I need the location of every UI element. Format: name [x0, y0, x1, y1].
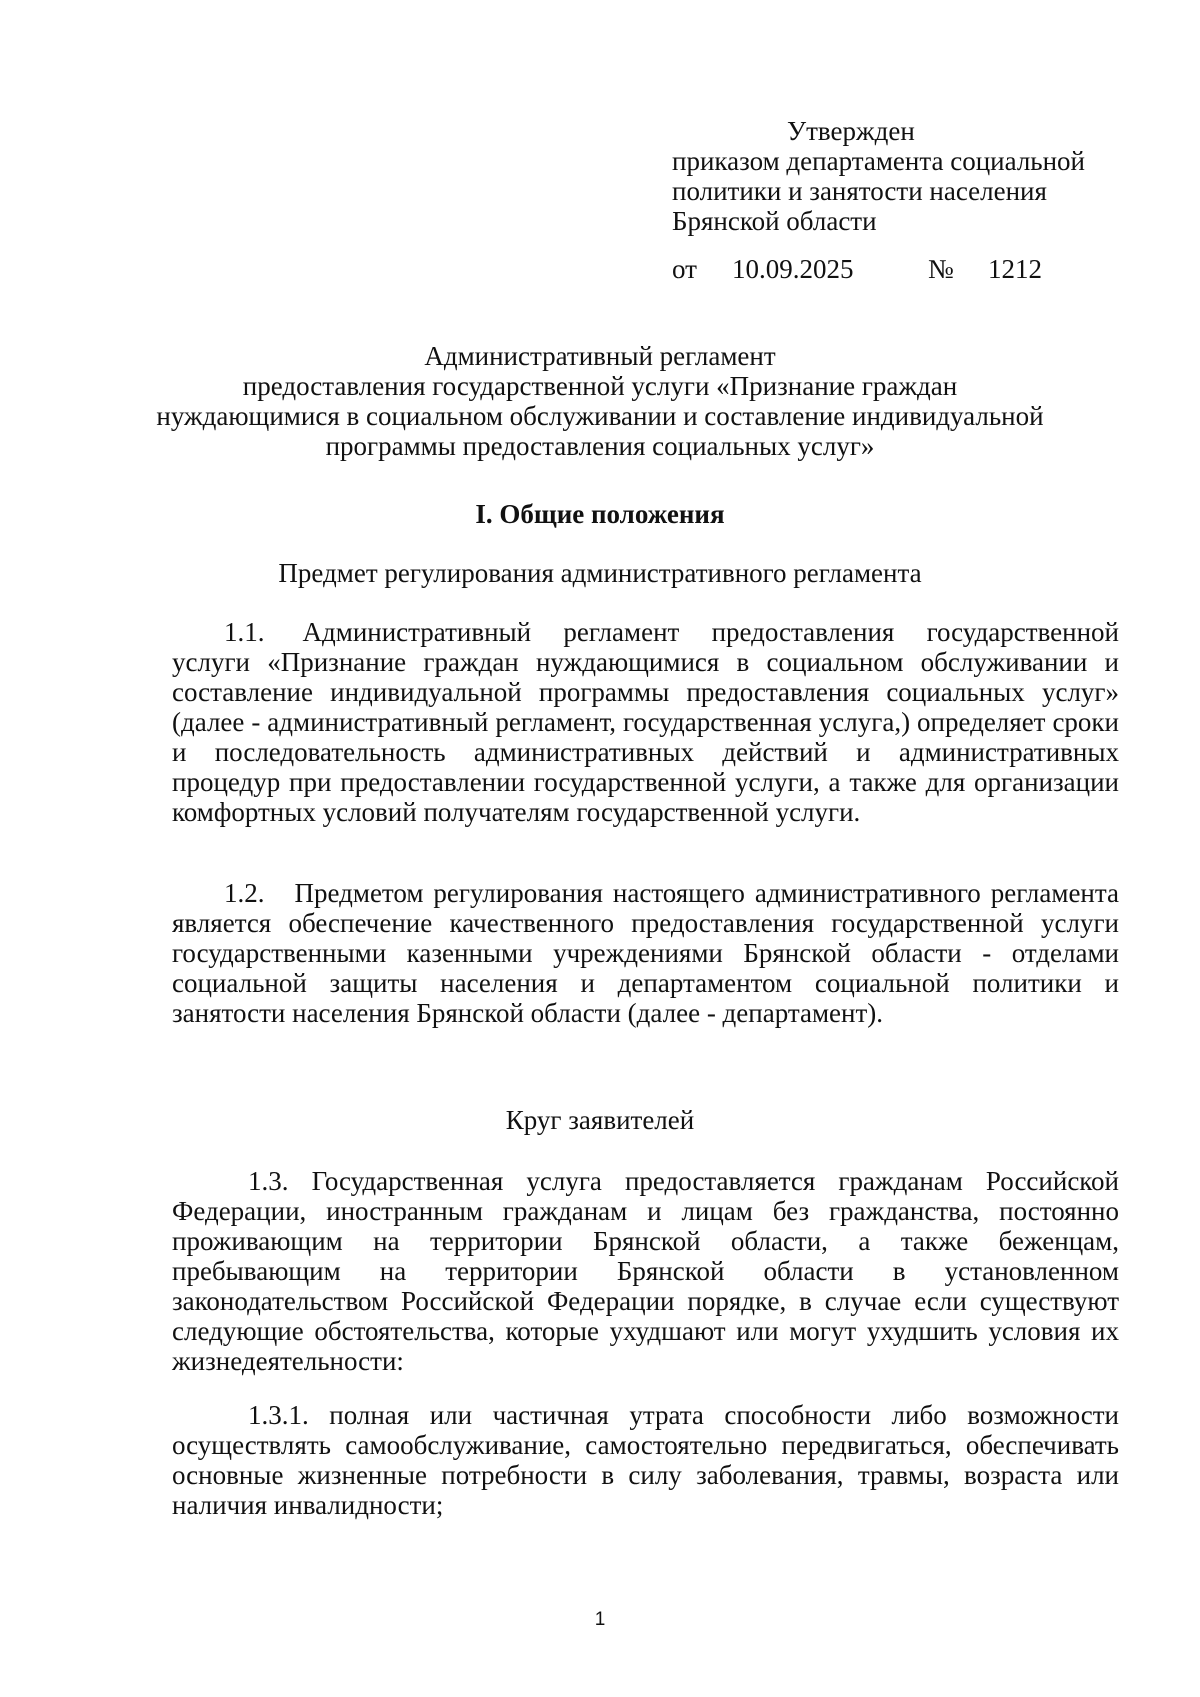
section-heading: I. Общие положения: [475, 499, 725, 529]
paragraph-text: полная или частичная утрата способности либо возможности осуществлять самообслуживание, самостоятельно передвигаться, обеспечивать основные жизненные потребности в силу заболевания, травмы, возраста или наличия инвалидности;: [172, 1400, 1120, 1520]
paragraph-text: Административный регламент предоставления государственной услуги «Признание граждан нуждающимися в социальном обслуживании и составление индивидуальной программы предоставления социальных услуг» (далее - административный регламент, государственная услуга,) определяет сроки и последовательность административных действий и административных процедур при предоставлении государственной услуги, а также для организации комфортных условий получателям государственной услуги.: [172, 617, 1119, 827]
approval-line: политики и занятости населения: [672, 176, 1047, 206]
subheading-applicants: Круг заявителей: [505, 1105, 695, 1135]
order-number-sign: №: [928, 254, 954, 284]
paragraph-text: Предметом регулирования настоящего административного регламента является обеспечение качественного предоставления государственной услуги государственными казенными учреждениями Брянской области - отделами социальной защиты населения и департаментом социальной политики и занятости населения Брянской области (далее - департамент).: [172, 878, 1119, 1028]
approval-line: Брянской области: [672, 206, 877, 236]
paragraph-1-3-1: [172, 1400, 1119, 1520]
title-line: нуждающимися в социальном обслуживании и составление индивидуальной: [156, 401, 1044, 431]
document-title: [150, 341, 1050, 461]
approved-label: Утвержден: [787, 116, 915, 146]
approval-stamp: [672, 116, 1152, 284]
paragraph-number: 1.2.: [224, 878, 265, 908]
paragraph-number: 1.3.1.: [248, 1400, 309, 1430]
page-number: 1: [594, 1609, 606, 1630]
title-line: предоставления государственной услуги «Признание граждан: [242, 371, 958, 401]
title-line: Административный регламент: [424, 341, 776, 371]
order-number: 1212: [988, 254, 1042, 284]
paragraph-1-3: [172, 1166, 1119, 1376]
approval-line: приказом департамента социальной: [672, 146, 1086, 176]
title-line: программы предоставления социальных услуг»: [325, 431, 875, 461]
paragraph-number: 1.3.: [248, 1166, 289, 1196]
paragraph-number: 1.1.: [224, 617, 265, 647]
order-from-label: от: [672, 254, 697, 284]
paragraph-1-1: [172, 617, 1119, 827]
order-reference: [672, 254, 1152, 284]
order-date: 10.09.2025: [732, 254, 854, 284]
paragraph-1-2: [172, 878, 1119, 1028]
subheading-subject: Предмет регулирования административного регламента: [278, 558, 922, 588]
paragraph-text: Государственная услуга предоставляется гражданам Российской Федерации, иностранным гражданам и лицам без гражданства, постоянно проживающим на территории Брянской области, а также беженцам, пребывающим на территории Брянской области в установленном законодательством Российской Федерации порядке, в случае если существуют следующие обстоятельства, которые ухудшают или могут ухудшить условия их жизнедеятельности:: [172, 1166, 1119, 1376]
